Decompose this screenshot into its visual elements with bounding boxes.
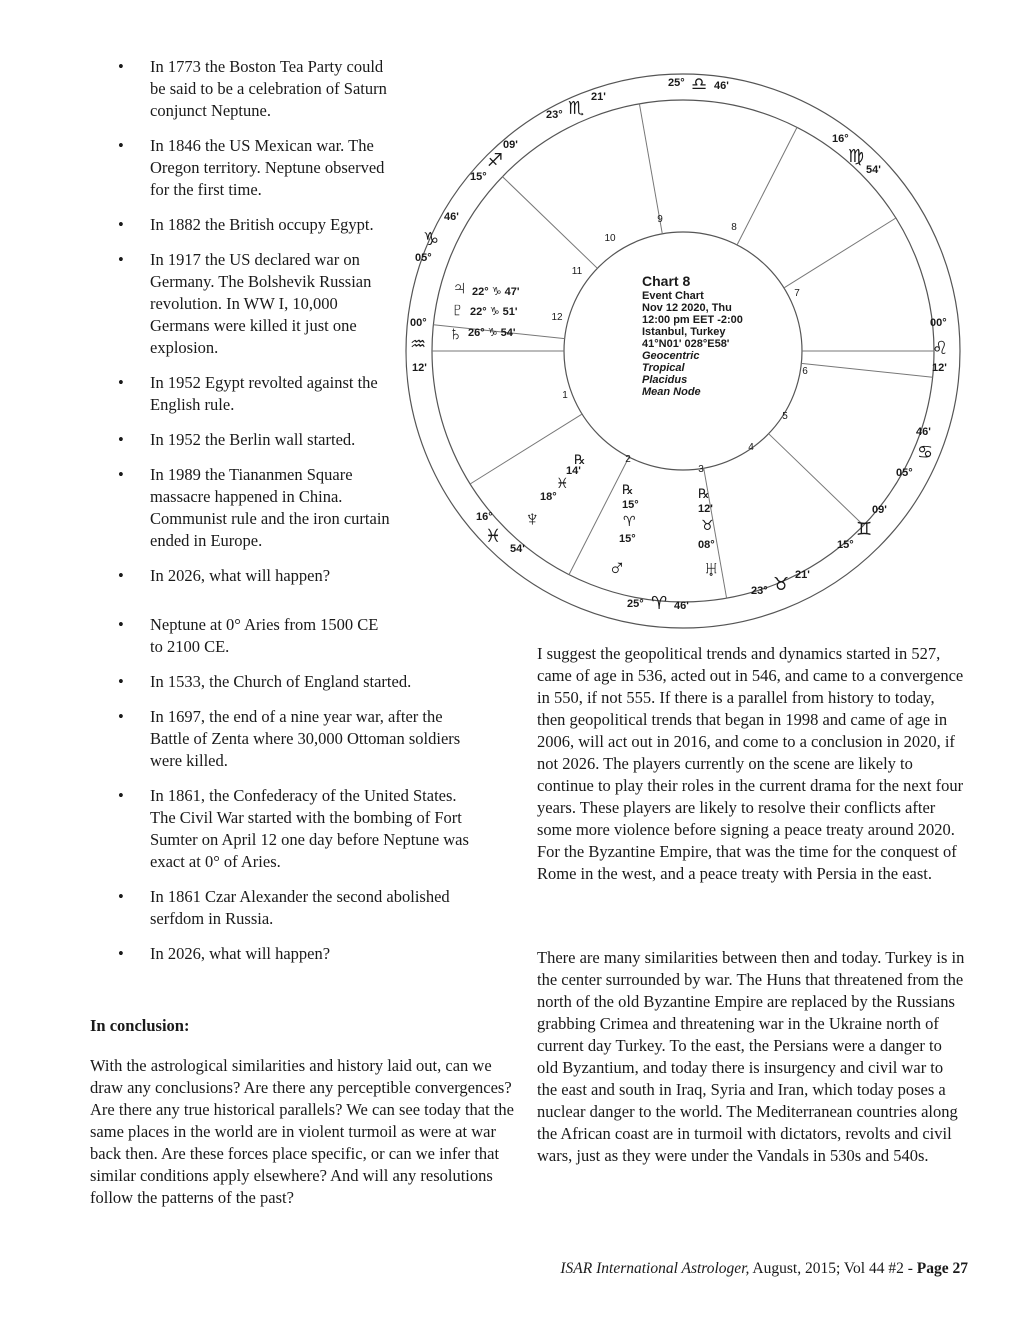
uranus-minute: 12' bbox=[698, 503, 713, 515]
mars-minute: 15° bbox=[622, 499, 639, 511]
cusp-minute: 54' bbox=[510, 543, 525, 555]
cusp-minute: 46' bbox=[674, 600, 689, 612]
chart-info-line: Tropical bbox=[642, 362, 685, 374]
right-column-paragraph: There are many similarities between then and today. Turkey is in the center surrounded by war. The Huns that threatened from the north of the old Byzantine Empire are replaced by the Russians grabbing Crimea and threatening war in the Ukraine north of current day Turkey. To the east, the Persians were a danger to old Byzantium, and today there is insurgency and civil war to the east and south in Iraq, Syria and Iran, which today poses a nuclear danger to the world. The Mediterranean countries along the African coast are in turmoil with dictators, revolts and civil wars, just as they were under the Vandals in 530s and 540s. bbox=[537, 948, 965, 1165]
house-number: 9 bbox=[657, 214, 663, 225]
chart-info-line: 12:00 pm EET -2:00 bbox=[642, 314, 743, 326]
bullet-item: • In 1952 Egypt revolted against the English rule. bbox=[108, 372, 398, 416]
bullet-item: • In 2026, what will happen? bbox=[108, 565, 398, 587]
aries-icon: ♈ bbox=[623, 513, 636, 529]
cusp-minute: 12' bbox=[412, 362, 427, 374]
aquarius-icon: ♒ bbox=[410, 334, 427, 354]
house-number: 12 bbox=[551, 312, 563, 323]
cusp-degree: 15° bbox=[470, 171, 487, 183]
cusp-minute: 46' bbox=[916, 426, 931, 438]
retrograde-icon: ℞ bbox=[574, 452, 586, 467]
house-cusp-line bbox=[737, 127, 797, 245]
bullet-item: • In 1846 the US Mexican war. The Oregon territory. Neptune observed for the first time. bbox=[108, 135, 398, 201]
pisces-icon: ♓ bbox=[556, 475, 569, 491]
bullet-item: • In 1989 the Tiananmen Square massacre happened in China. Communist rule and the iron curtain ended in Europe. bbox=[108, 464, 398, 552]
chart-info-line: Placidus bbox=[642, 374, 688, 386]
cusp-minute: 21' bbox=[591, 91, 606, 103]
cusp-degree: 05° bbox=[415, 252, 432, 264]
house-number: 6 bbox=[802, 366, 808, 377]
chart-info-line: Geocentric bbox=[642, 350, 700, 362]
cusp-minute: 09' bbox=[872, 504, 887, 516]
house-number: 5 bbox=[782, 411, 788, 422]
virgo-icon: ♍ bbox=[848, 146, 865, 166]
saturn-icon: ♄ bbox=[448, 323, 463, 345]
aries-icon: ♈ bbox=[651, 593, 668, 613]
bullet-item: • In 1861 Czar Alexander the second abolished serfdom in Russia. bbox=[108, 886, 470, 930]
neptune-minute: 14' bbox=[566, 465, 581, 477]
cusp-minute: 12' bbox=[932, 362, 947, 374]
mars-degree: 15° bbox=[619, 533, 636, 545]
house-number: 11 bbox=[571, 266, 583, 277]
gemini-icon: ♊ bbox=[856, 519, 873, 539]
astrology-chart-wheel bbox=[400, 68, 966, 634]
cusp-minute: 46' bbox=[714, 80, 729, 92]
house-number: 1 bbox=[562, 390, 568, 401]
house-cusp-line bbox=[769, 434, 864, 526]
chart-info-line: Mean Node bbox=[642, 386, 701, 398]
house-cusp-line bbox=[502, 177, 597, 269]
footer-journal: ISAR International Astrologer, bbox=[560, 1260, 750, 1277]
history-bullet-list-lower bbox=[108, 614, 528, 978]
cusp-degree: 23° bbox=[546, 109, 563, 121]
chart-info-line: Event Chart bbox=[642, 290, 704, 302]
history-bullet-list-upper bbox=[108, 56, 398, 600]
pluto-icon: ♇ bbox=[450, 299, 465, 321]
taurus-icon: ♉ bbox=[773, 574, 790, 594]
chart-info-line: 41°N01' 028°E58' bbox=[642, 338, 730, 350]
cusp-degree: 00° bbox=[930, 317, 947, 329]
page-footer bbox=[524, 1260, 968, 1278]
jupiter-position: 22° ♑ 47' bbox=[472, 286, 520, 298]
cancer-icon: ♋ bbox=[917, 442, 934, 462]
cusp-degree: 25° bbox=[627, 598, 644, 610]
conclusion-heading: In conclusion: bbox=[90, 1016, 190, 1035]
uranus-degree: 08° bbox=[698, 539, 715, 551]
house-number: 8 bbox=[731, 222, 737, 233]
bullet-item: • In 1952 the Berlin wall started. bbox=[108, 429, 398, 451]
bullet-item: • In 1917 the US declared war on Germany. The Bolshevik Russian revolution. In WW I, 10,000 Germans were killed it just one explosion. bbox=[108, 249, 398, 359]
leo-icon: ♌ bbox=[932, 338, 949, 358]
bullet-item: • In 1533, the Church of England started. bbox=[108, 671, 528, 693]
pluto-position: 22° ♑ 51' bbox=[470, 306, 518, 318]
cusp-degree: 15° bbox=[837, 539, 854, 551]
chart-info-line: Istanbul, Turkey bbox=[642, 326, 726, 338]
house-number: 4 bbox=[748, 442, 754, 453]
cusp-minute: 21' bbox=[795, 569, 810, 581]
chart-title: Chart 8 bbox=[642, 273, 691, 289]
scorpio-icon: ♏ bbox=[568, 98, 585, 118]
cusp-degree: 00° bbox=[410, 317, 427, 329]
cusp-minute: 09' bbox=[503, 139, 518, 151]
bullet-item: • Neptune at 0° Aries from 1500 CE to 2100 CE. bbox=[108, 614, 390, 658]
retrograde-icon: ℞ bbox=[698, 486, 710, 501]
house-number: 10 bbox=[604, 233, 616, 244]
house-number: 7 bbox=[794, 288, 800, 299]
chart-info-line: Nov 12 2020, Thu bbox=[642, 302, 732, 314]
cusp-degree: 25° bbox=[668, 77, 685, 89]
libra-icon: ♎ bbox=[691, 74, 708, 94]
house-number: 3 bbox=[698, 464, 704, 475]
cusp-minute: 54' bbox=[866, 164, 881, 176]
cusp-degree: 05° bbox=[896, 467, 913, 479]
mars-icon: ♂ bbox=[608, 555, 626, 582]
cusp-degree: 16° bbox=[832, 133, 849, 145]
bullet-item: • In 1697, the end of a nine year war, after the Battle of Zenta where 30,000 Ottoman soldiers were killed. bbox=[108, 706, 470, 772]
sagittarius-icon: ♐ bbox=[487, 150, 504, 170]
cusp-degree: 16° bbox=[476, 511, 493, 523]
taurus-icon: ♉ bbox=[701, 517, 714, 533]
cusp-minute: 46' bbox=[444, 211, 459, 223]
conclusion-paragraph: With the astrological similarities and history laid out, can we draw any conclusions? Are there any perceptible convergences? Are there any true historical parallels? We can see today that the same places in the world are in violent turmoil as were at war back then. Are these forces place specific, or can we infer that similar conditions apply elsewhere? And will any resolutions follow the patterns of the past? bbox=[90, 1056, 514, 1207]
footer-page-number: Page 27 bbox=[916, 1260, 968, 1277]
retrograde-icon: ℞ bbox=[622, 482, 634, 497]
bullet-item: • In 1882 the British occupy Egypt. bbox=[108, 214, 398, 236]
house-cusp-line bbox=[784, 218, 896, 288]
cusp-degree: 23° bbox=[751, 585, 768, 597]
bullet-item: • In 1773 the Boston Tea Party could be said to be a celebration of Saturn conjunct Neptune. bbox=[108, 56, 398, 122]
saturn-position: 26° ♑ 54' bbox=[468, 327, 516, 339]
neptune-degree: 18° bbox=[540, 491, 557, 503]
bullet-item: • In 2026, what will happen? bbox=[108, 943, 528, 965]
right-column-paragraph: I suggest the geopolitical trends and dynamics started in 527, came of age in 536, acted out in 546, and came to a convergence in 550, if not 555. If there is a parallel from history to today, then geopolitical trends that began in 1998 and came of age in 2006, will act out in 2016, and come to a conclusion in 2020, if not 2026. The players currently on the scene are likely to continue to play their roles in the current drama for the next four years. These players are likely to resolve their conflicts after some more violence before signing a peace treaty around 2020. For the Byzantine Empire, that was the time for the conquest of Rome in the west, and a peace treaty with Persia in the east. bbox=[537, 644, 964, 883]
pisces-icon: ♓ bbox=[485, 526, 502, 546]
house-number: 2 bbox=[625, 454, 631, 465]
uranus-icon: ♅ bbox=[703, 556, 720, 581]
chart-info-block bbox=[642, 273, 743, 398]
bullet-item: • In 1861, the Confederacy of the United States. The Civil War started with the bombing of Fort Sumter on April 12 one day before Neptune was exact at 0° of Aries. bbox=[108, 785, 480, 873]
capricorn-icon: ♑ bbox=[423, 229, 440, 249]
house-cusp-line bbox=[801, 363, 932, 377]
jupiter-icon: ♃ bbox=[452, 277, 467, 299]
neptune-icon: ♆ bbox=[524, 506, 541, 531]
footer-issue: August, 2015; Vol 44 #2 - bbox=[749, 1260, 917, 1277]
